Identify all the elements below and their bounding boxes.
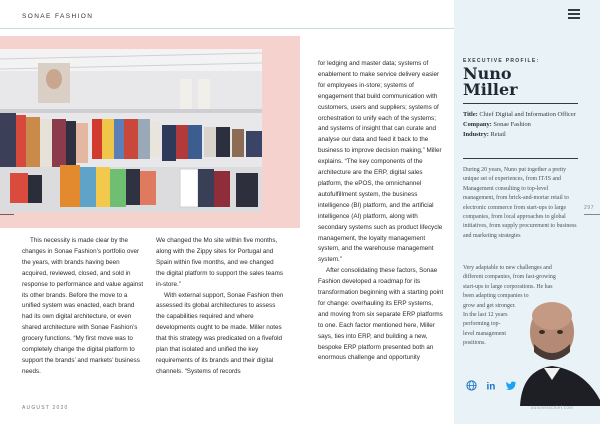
brand-name: SONAE FASHION [22,13,94,20]
fact-title: Title: Chief Digital and Information Officer [463,111,576,118]
first-name: Nuno [463,64,512,83]
paragraph: This necessity is made clear by the changes in Sonae Fashion’s portfolio over the years, with brands having been acquired, reviewed, closed, and sold in response to performance and value against its other brands. Before the move to a unified system was enacted, each brand had its own digital architecture, or even shared architecture with Sonae Fashion’s grocery functions. “My first move was to completely change the digital platform to support the brands’ and markets’ business needs. [22,237,144,375]
profile-name [463,66,518,98]
globe-icon[interactable] [466,378,477,389]
site-watermark: businesschief.com [531,405,574,410]
profile-bio: During 20 years, Nuno put together a pretty unique set of experiences, from IT/IS and Management consulting to top-level management, from brick-and-mortar retail to electronic commerce from start-ups to large companies, from local approaches to global initiatives, from supply procurement to business and marketing strategies [463,167,577,239]
page-number: 297 [584,205,595,211]
last-name: Miller [463,80,518,99]
profile-facts [463,110,581,140]
paragraph: for ledging and master data; systems of enablement to make service delivery easier for employees in-store; systems of engagement that build communication with customers, users and suppliers; systems of orchestration to unify each of the systems; and systems of insight that can curate and analyse our data and feed it back to the business to improve decision making,” Miller explains. “The key components of the architecture are the ERP, digital sales platform, the ePOS, the omnichannel autofulfillment system, the business intelligence (BI) platform, and the artificial intelligence (AI) platform, along with secondary systems such as product lifecycle management, the loyalty management system, and the warehouse management system.” [318,60,443,264]
profile-label: EXECUTIVE PROFILE: [463,58,540,64]
twitter-icon[interactable] [506,378,517,389]
article-column-2 [156,236,284,378]
article-column-3 [318,59,444,364]
executive-portrait [512,296,600,406]
issue-date: AUGUST 2020 [22,405,69,411]
profile-bio-2: Very adaptable to new challenges and different companies, from fast-growing start-ups to large corporations. He has been adapting companies to grow and get stronger. In the last 12 years performing top- level management positions. [463,265,556,347]
fact-company: Company: Sonae Fashion [463,120,531,128]
menu-icon[interactable] [568,9,580,19]
fact-industry: Industry: Retail [463,130,506,138]
page-edge-rule [0,214,14,215]
svg-text:in: in [486,381,496,391]
page-edge-rule [584,214,600,215]
top-bar [0,0,454,29]
paragraph: With external support, Sonae Fashion then assessed its global architectures to assess the capabilities required and where developments ought to be made. Miller notes that this strategy was predicated on a fivefold plan that isolated and unified the key requirements of its brands and their digital channels. “Systems of records [156,291,284,375]
store-photo [0,49,262,212]
linkedin-icon[interactable] [486,378,497,389]
article-column-1 [22,236,146,378]
divider [463,103,578,104]
paragraph: After consolidating these factors, Sonae Fashion developed a roadmap for its transformation beginning with a starting point for change: overhauling its ERP systems, and moving from six separate ERP platforms to one. Each factor mentioned here, Miller says, ties into ERP, and building a new, bespoke ERP platform presented both an enormous challenge and opportunity [318,267,444,362]
divider [463,158,578,159]
hero-panel [0,36,300,228]
paragraph: We changed the Mo site within five months, along with the Zippy sites for Portugal and Spain within five months, and we changed the digital platform to support the sales teams in-store.” [156,237,284,288]
